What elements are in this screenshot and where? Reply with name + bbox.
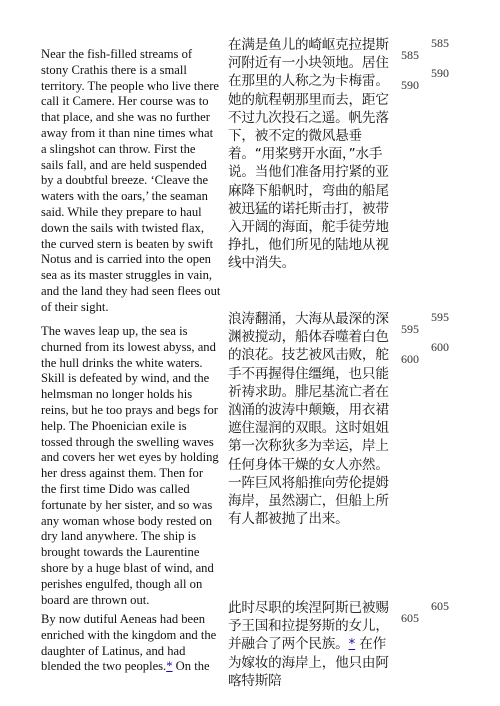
english-text: By now dutiful Aeneas had been enriched with the kingdom and the daughter of Latinus, and had blended the two peoples. (41, 612, 217, 674)
line-number-inner: 595 (401, 322, 419, 336)
line-number-outer: 595 (431, 310, 449, 324)
line-number-inner: 605 (401, 611, 419, 625)
line-number-outer: 605 (431, 599, 449, 613)
english-paragraph-2: The waves leap up, the sea is churned from its lowest abyss, and the hull drinks the white waters. Skill is defeated by wind, and the helmsman no longer holds his reins, but he too prays and begs for help. The Phoenician exile is tossed through the swelling waves and covers her wet eyes by holding her dress against them. Then for the first time Dido was called fortunate by her sister, and so was any woman whose body rested on dry land anywhere. The ship is brought towards the Laurentine shore by a huge blast of wind, and perishes engulfed, though all on board are thrown out. (41, 324, 219, 607)
chinese-text: 此时尽职的埃涅阿斯已被赐予王国和拉提努斯的女儿，并融合了两个民族。 (228, 600, 389, 653)
line-number-outer: 590 (431, 66, 449, 80)
chinese-paragraph-3 (228, 599, 398, 690)
line-number-inner: 585 (401, 48, 419, 62)
line-number-inner: 600 (401, 352, 419, 366)
footnote-link[interactable]: * (166, 659, 173, 674)
line-number-outer: 585 (431, 36, 449, 50)
line-number-outer: 600 (431, 340, 449, 354)
english-text: On the (172, 659, 210, 674)
chinese-paragraph-2: 浪涛翻涌，大海从最深的深渊被搅动，船体吞噬着白色的浪花。技艺被风击败，舵手不再握得住缰绳，也只能祈祷求助。腓尼基流亡者在汹涌的波涛中颠簸，用衣裙遮住湿润的双眼。这时姐姐第一次称狄多为幸运，岸上任何身体干燥的女人亦然。一阵巨风将船推向劳伦提姆海岸，虽然溺亡，但船上所有人都被抛了出来。 (228, 311, 389, 528)
chinese-text: 在作为嫁妆的海岸上，他只由阿喀特斯陪 (228, 636, 389, 689)
line-number-inner: 590 (401, 78, 419, 92)
chinese-paragraph-1: 在满是鱼儿的崎岖克拉提斯河附近有一小块领地。居住在那里的人称之为卡梅雷。她的航程朝那里而去，距它不过九次投石之遥。帆先落下，被不定的微风悬垂着。“用桨劈开水面，”水手说。当他们准备用拧紧的亚麻降下船帆时，弯曲的船尾被迅猛的诺托斯击打，被带入开阔的海面，舵手徒劳地挣扎，他们所见的陆地从视线中消失。 (228, 37, 389, 272)
english-paragraph-1: Near the fish-filled streams of stony Crathis there is a small territory. The people who live there call it Camere. Her course was to that place, and she was no further away from it than nine times what a slingshot can throw. First the sails fall, and are held suspended by a doubtful breeze. ‘Cleave the waters with the oars,’ the seaman said. While they prepare to haul down the sails with twisted flax, the curved stern is beaten by swift Notus and is carried into the open sea as its master struggles in vain, and the land they had seen flees out of their sight. (41, 47, 221, 314)
english-paragraph-3 (41, 612, 221, 675)
footnote-link[interactable]: * (348, 636, 356, 653)
